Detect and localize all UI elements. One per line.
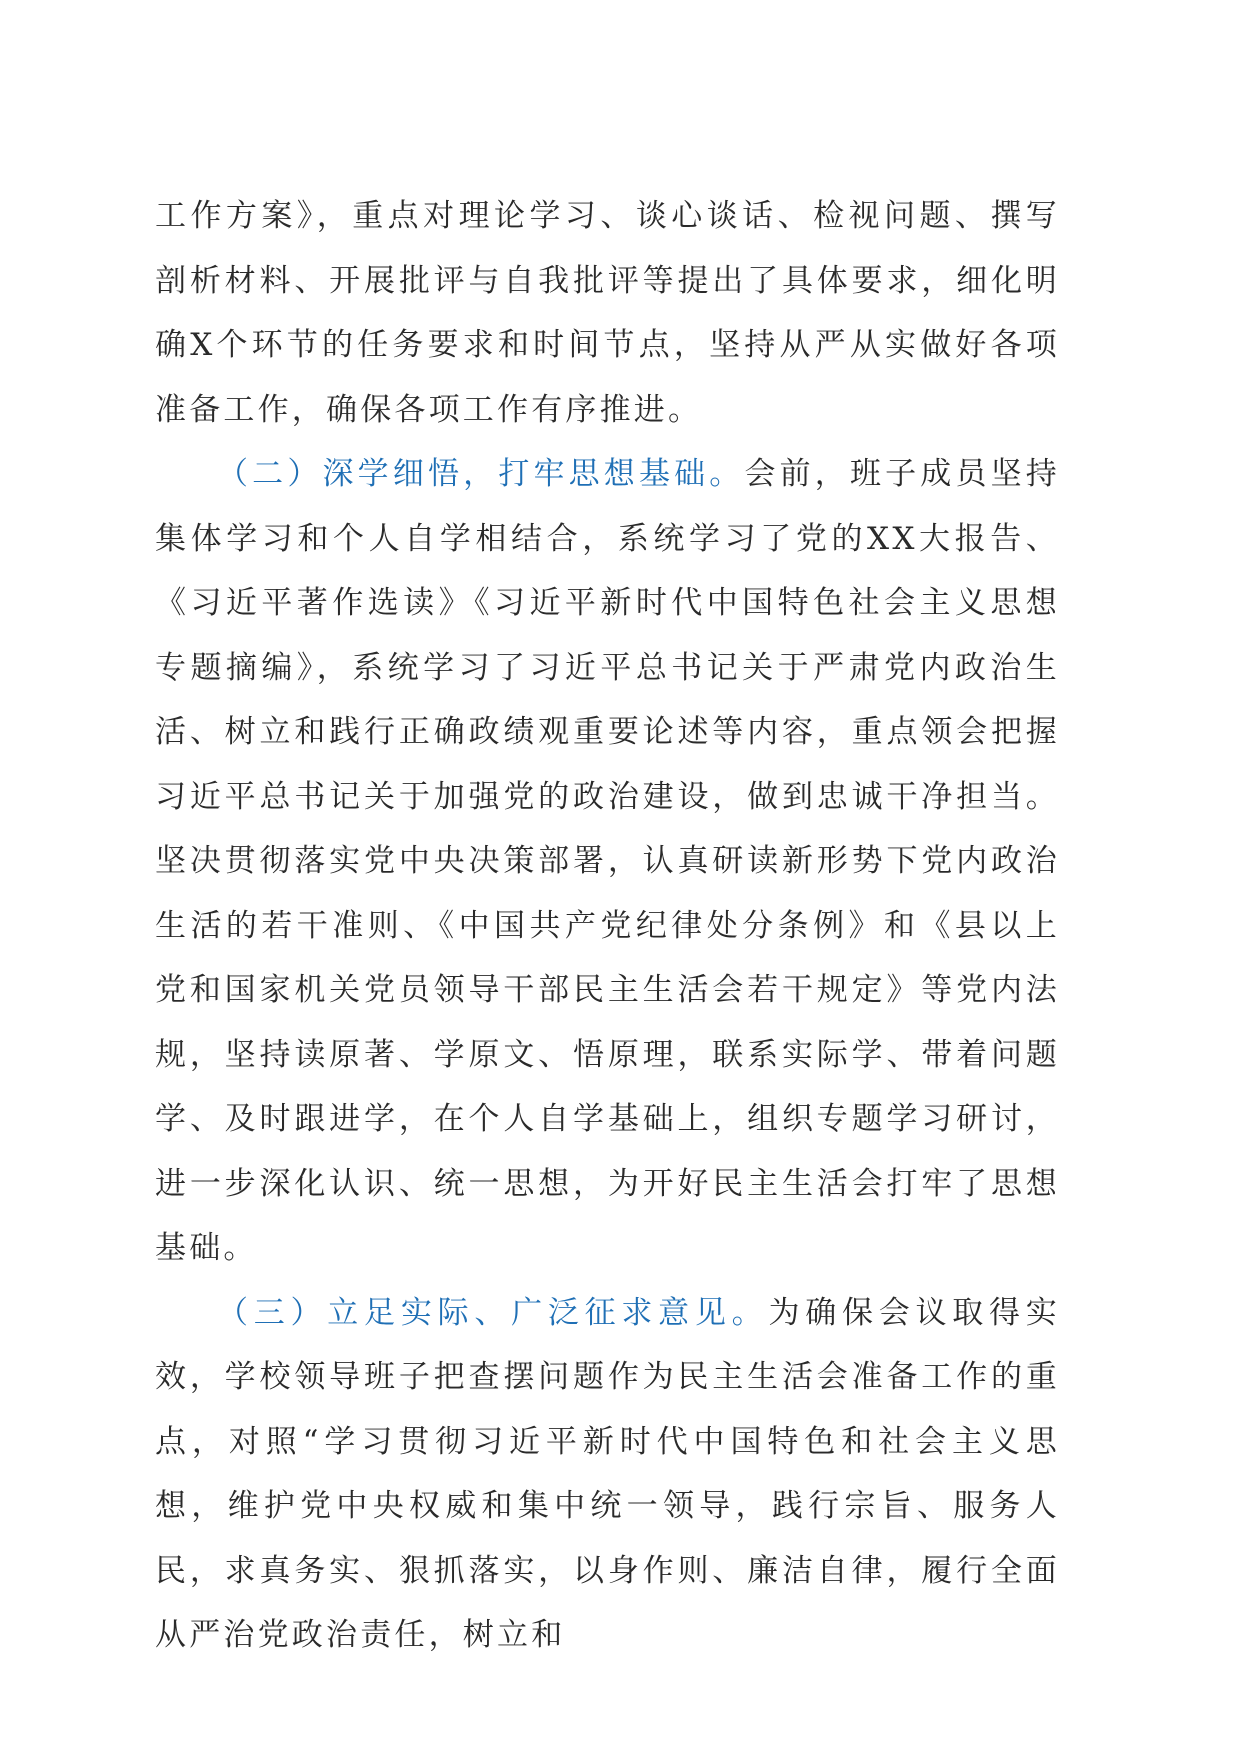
paragraph-body: 工作方案》，重点对理论学习、谈心谈话、检视问题、撰写剖析材料、开展批评与自我批评等提出了具体要求，细化明确X个环节的任务要求和时间节点，坚持从严从实做好各项准备工作，确保各项工作有序推进。 (155, 198, 1060, 428)
paragraph-section-2 (155, 442, 1060, 1281)
section-heading-3: （三）立足实际、广泛征求意见。 (217, 1294, 769, 1331)
paragraph-body: 会前，班子成员坚持集体学习和个人自学相结合，系统学习了党的XX大报告、《习近平著作选读》《习近平新时代中国特色社会主义思想专题摘编》，系统学习了习近平总书记关于严肃党内政治生活、树立和践行正确政绩观重要论述等内容，重点领会把握习近平总书记关于加强党的政治建设，做到忠诚干净担当。坚决贯彻落实党中央决策部署，认真研读新形势下党内政治生活的若干准则、《中国共产党纪律处分条例》和《县以上党和国家机关党员领导干部民主生活会若干规定》等党内法规，坚持读原著、学原文、悟原理，联系实际学、带着问题学、及时跟进学，在个人自学基础上，组织专题学习研讨，进一步深化认识、统一思想，为开好民主生活会打牢了思想基础。 (155, 456, 1060, 1266)
document-body (155, 184, 1060, 1668)
paragraph-section-3 (155, 1281, 1060, 1668)
paragraph-body: 为确保会议取得实效，学校领导班子把查摆问题作为民主生活会准备工作的重点，对照“学习贯彻习近平新时代中国特色和社会主义思想，维护党中央权威和集中统一领导，践行宗旨、服务人民，求真务实、狠抓落实，以身作则、廉洁自律，履行全面从严治党政治责任，树立和 (155, 1294, 1060, 1653)
paragraph-continuation (155, 184, 1060, 442)
section-heading-2: （二）深学细悟，打牢思想基础。 (217, 456, 745, 492)
